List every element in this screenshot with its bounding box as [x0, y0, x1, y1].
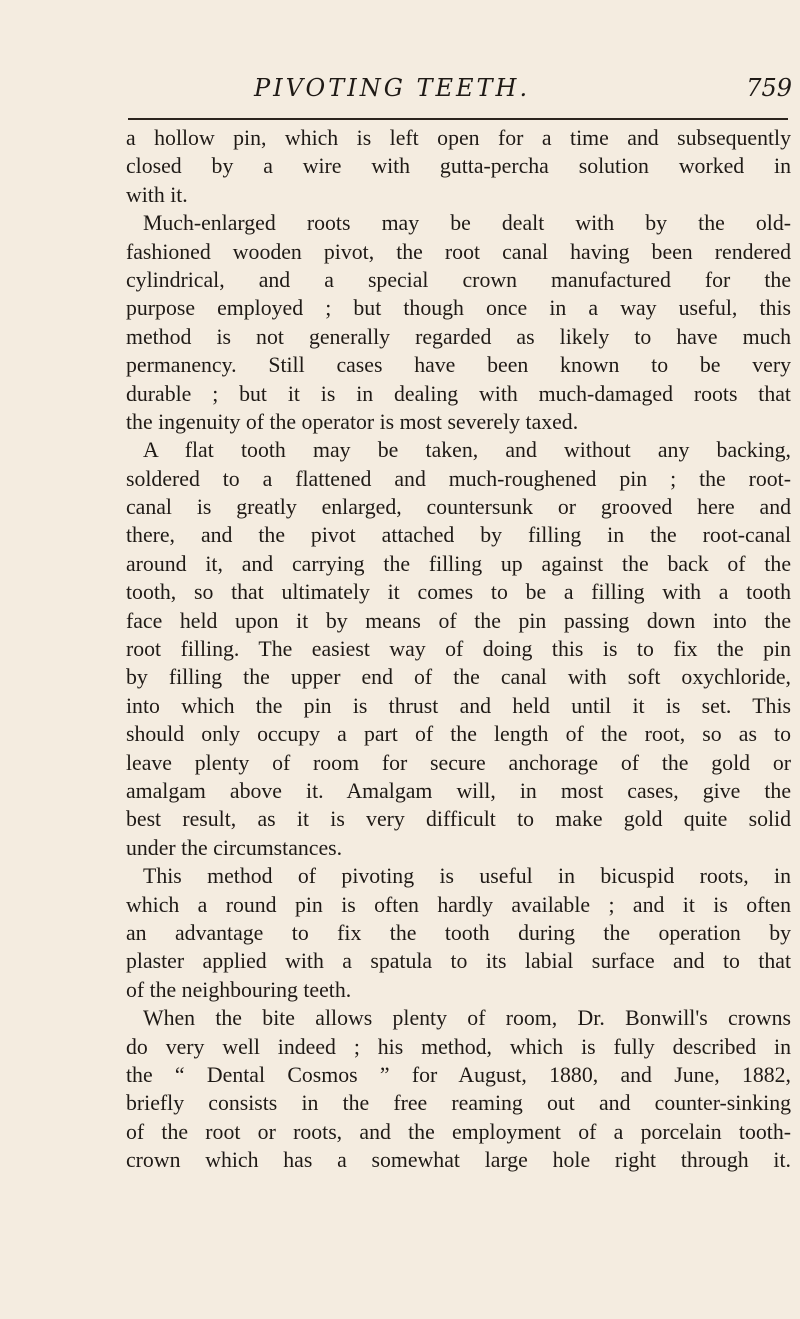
page-header: [128, 74, 794, 114]
header-rule: [128, 118, 788, 120]
text-line: tooth, so that ultimately it comes to be a filling with a tooth: [126, 580, 791, 605]
text-line: crown which has a somewhat large hole right through it.: [126, 1148, 791, 1173]
text-line: of the root or roots, and the employment of a porcelain tooth-: [126, 1119, 791, 1144]
text-line: amalgam above it. Amalgam will, in most cases, give the: [126, 778, 791, 803]
body-text: [126, 124, 791, 1174]
text-line: When the bite allows plenty of room, Dr. Bonwill's crowns: [143, 1006, 791, 1031]
text-line: A flat tooth may be taken, and without any backing,: [143, 438, 791, 463]
text-line: into which the pin is thrust and held until it is set. This: [126, 693, 791, 718]
text-line: best result, as it is very difficult to make gold quite solid: [126, 807, 791, 832]
text-line: which a round pin is often hardly available ; and it is often: [126, 892, 791, 917]
text-line: the “ Dental Cosmos ” for August, 1880, and June, 1882,: [126, 1062, 791, 1087]
text-line: method is not generally regarded as likely to have much: [126, 324, 791, 349]
text-line: briefly consists in the free reaming out and counter-sinking: [126, 1091, 791, 1116]
text-line: cylindrical, and a special crown manufactured for the: [126, 267, 791, 292]
page-number: 759: [746, 74, 792, 102]
text-line: durable ; but it is in dealing with much-damaged roots that: [126, 381, 791, 406]
text-line: by filling the upper end of the canal with soft oxychloride,: [126, 665, 791, 690]
text-line: should only occupy a part of the length of the root, so as to: [126, 722, 791, 747]
text-line: Much-enlarged roots may be dealt with by the old-: [143, 211, 791, 236]
text-line: purpose employed ; but though once in a way useful, this: [126, 296, 791, 321]
text-line: root filling. The easiest way of doing this is to fix the pin: [126, 637, 791, 662]
text-line: there, and the pivot attached by filling in the root-canal: [126, 523, 791, 548]
text-line: plaster applied with a spatula to its labial surface and to that: [126, 949, 791, 974]
text-line: closed by a wire with gutta-percha solution worked in: [126, 154, 791, 179]
text-line: the ingenuity of the operator is most severely taxed.: [126, 409, 579, 434]
text-line: permanency. Still cases have been known to be very: [126, 353, 791, 378]
text-line: with it.: [126, 182, 188, 207]
text-line: a hollow pin, which is left open for a time and subsequently: [126, 126, 791, 150]
text-line: under the circumstances.: [126, 835, 343, 860]
text-line: soldered to a flattened and much-roughened pin ; the root-: [126, 466, 791, 491]
text-line: face held upon it by means of the pin passing down into the: [126, 608, 791, 633]
text-line: fashioned wooden pivot, the root canal having been rendered: [126, 239, 791, 264]
text-line: This method of pivoting is useful in bicuspid roots, in: [143, 864, 791, 889]
text-line: leave plenty of room for secure anchorage of the gold or: [126, 750, 791, 775]
running-head: PIVOTING TEETH.: [254, 74, 531, 102]
text-line: an advantage to fix the tooth during the operation by: [126, 920, 791, 945]
text-line: around it, and carrying the filling up against the back of the: [126, 551, 791, 576]
text-line: of the neighbouring teeth.: [126, 977, 352, 1002]
text-line: canal is greatly enlarged, countersunk or grooved here and: [126, 495, 791, 520]
text-line: do very well indeed ; his method, which is fully described in: [126, 1034, 791, 1059]
